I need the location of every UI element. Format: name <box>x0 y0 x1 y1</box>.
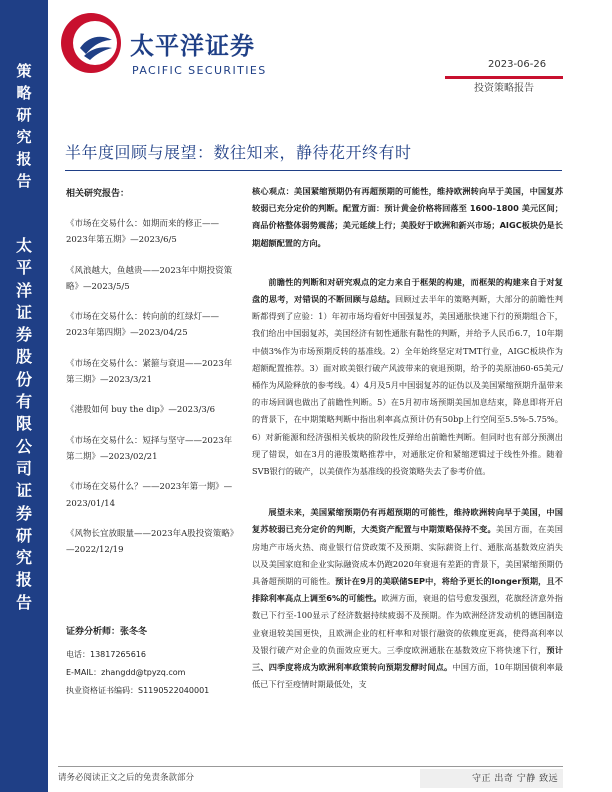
company-logo-icon <box>58 10 124 76</box>
related-report-item[interactable]: 《市场在交易什么：短择与坚守——2023年第二期》—2023/02/21 <box>66 435 233 462</box>
sidebar-company-char: 有 <box>15 392 32 412</box>
sidebar-company-char: 券 <box>15 325 32 345</box>
sidebar-top-char: 策 <box>16 62 32 80</box>
sidebar-top-char: 告 <box>16 172 32 190</box>
sidebar-top-label <box>6 60 42 192</box>
footer-disclaimer: 请务必阅读正文之后的免责条款部分 <box>58 773 195 783</box>
sidebar-company-char: 平 <box>15 258 32 278</box>
related-report-item[interactable]: 《港股如何 buy the dip》—2023/3/6 <box>66 405 216 416</box>
related-reports-heading: 相关研究报告： <box>66 189 130 199</box>
sidebar-top-char: 研 <box>16 106 32 124</box>
related-report-item[interactable]: 《风浪越大，鱼越贵——2023年中期投资策略》—2023/5/5 <box>66 265 233 292</box>
footer-slogan: 守正 出奇 宁静 致远 <box>472 774 559 784</box>
core-view-paragraph <box>252 183 563 252</box>
analyst-info <box>66 625 238 700</box>
review-paragraph <box>252 274 563 480</box>
footer-divider <box>58 766 563 767</box>
header-accent-bar <box>445 76 563 79</box>
report-date: 2023-06-26 <box>488 59 547 70</box>
page-title: 半年度回顾与展望：数往知来，静待花开终有时 <box>65 143 412 162</box>
outlook-paragraph <box>252 504 563 693</box>
analyst-license: 执业资格证书编码：S1190522040001 <box>66 686 210 695</box>
analyst-phone: 电话：13817265616 <box>66 650 146 659</box>
sidebar-company-char: 证 <box>15 481 32 501</box>
outlook-lead: 展望未来，美国紧缩预期仍有再超预期的可能性，维持欧洲转向早于美国，中国复苏较弱已充分定价的判断，大类资产配置与中期策略保持不变。 <box>252 507 563 535</box>
related-report-item[interactable]: 《市场在交易什么：紧箍与衰退——2023年第三期》—2023/3/21 <box>66 358 233 386</box>
related-reports <box>66 186 238 558</box>
core-view-text: 核心观点：美国紧缩预期仍有再超预期的可能性，维持欧洲转向早于美国，中国复苏较弱已充分定价的判断。配置方面：预计黄金价格将回落至 1600-1800 美元区间；商品价格整体弱势震荡；美元延续上行；美股好于欧洲和新兴市场；AIGC板块仍是长期超额配置的方向。 <box>252 186 563 248</box>
related-report-item[interactable]: 《市场在交易什么？——2023年第一期》—2023/01/14 <box>66 482 233 509</box>
related-report-item[interactable]: 《风物长宜放眼量——2023年A股投资策略》—2022/12/19 <box>66 528 235 556</box>
logo-chinese-name: 太平洋证券 <box>130 32 255 60</box>
outlook-us-text: 美国方面，在美国房地产市场火热、商业银行信贷政策不及预期、实际薪资上行、通胀高基数效应消失以及美国家庭和企业实际融资成本仍跑2020年衰退有差距的背景下，美国紧缩预期仍具备超预期的可能性。 <box>252 524 563 587</box>
outlook-europe-forecast: 预计三、四季度将成为欧洲利率政策转向预期发酵时间点。 <box>252 644 563 673</box>
analyst-email[interactable]: E-MAIL：zhangdd@tpyzq.com <box>66 668 186 677</box>
outlook-europe-text: 欧洲方面，衰退的信号愈发强烈，花旗经济意外指数已下行至-100显示了经济数据持续疲弱不及预期。作为欧洲经济发动机的德国制造业衰退较美国更快，且欧洲企业的杠杆率和对银行融资的依赖度更高，使得高利率以及银行破产对企业的负面效应更大。三季度欧洲通胀在基数效应下将快速下行， <box>252 593 563 655</box>
sidebar-top-char: 报 <box>16 150 32 168</box>
review-lead: 前瞻性的判断和对研究观点的定力来自于框架的构建，而框架的构建来自于对复盘的思考，对错误的不断回顾与总结。 <box>252 276 563 305</box>
sidebar-company-char: 公 <box>15 436 32 456</box>
title-divider <box>65 170 562 171</box>
analyst-heading: 证券分析师：张冬冬 <box>66 627 148 637</box>
sidebar-company-char: 券 <box>15 503 32 523</box>
sidebar-company-char: 究 <box>15 548 32 568</box>
report-body <box>252 183 563 693</box>
sidebar-company-char: 司 <box>15 458 32 478</box>
sidebar-company-char: 告 <box>15 592 32 612</box>
sidebar-company-label <box>6 235 42 614</box>
sidebar-company-char: 股 <box>15 347 32 367</box>
sidebar-company-char: 限 <box>15 414 32 434</box>
report-type: 投资策略报告 <box>474 83 534 94</box>
sidebar-company-char: 报 <box>15 570 32 590</box>
logo-english-name: PACIFIC SECURITIES <box>132 64 267 77</box>
sidebar-top-char: 略 <box>16 84 32 102</box>
sidebar-top-char: 究 <box>16 128 32 146</box>
review-text: 回顾过去半年的策略判断，大部分的前瞻性判断都得到了应验：1）年初市场均看好中国强复苏，美国通胀快速下行的预期组合下，我们给出中国弱复苏，美国经济有韧性通胀有黏性的判断，并给予人民币6.7，10年期中债3%作为市场预期反转的基准线。2）全年始终坚定对TMT行业，AIGC板块作为超额配置推荐。3）面对欧美银行破产风波带来的衰退预期，给予的美原油60-65美元/桶作为风险释放的参考线。4）4月及5月中国弱复苏的证伪以及美国紧缩预期升温带来的市场回调也做出了前瞻性判断。5）在5月初市场预期美国加息结束，降息即将开启的背景下，在中期策略判断中指出利率高点预计仍有50bp上行空间至5.5%-5.75%。6）对新能源和经济强相关板块的阶段性反弹给出前瞻性判断。但同时也有部分预测出现了错误，如在3月的港股策略推荐中，对通胀定价和紧缩逻辑过于线性外推。随着SVB银行的破产，以美债作为基准线的投资策略失去了参考价值。 <box>252 294 563 477</box>
outlook-china-text: 中国方面，10年期国债利率最低已下行至疫情时期最低处，支 <box>252 662 563 690</box>
related-report-item[interactable]: 《市场在交易什么：转向前的红绿灯——2023年第四期》—2023/04/25 <box>66 312 220 339</box>
sidebar-company-char: 研 <box>15 525 32 545</box>
outlook-fed-forecast: 预计在9月的美联储SEP中，将给予更长的longer预期，且不排除利率高点上调至6%的可能性。 <box>252 576 563 604</box>
sidebar-company-char: 太 <box>15 236 32 255</box>
sidebar-company-char: 洋 <box>15 280 32 300</box>
related-report-item[interactable]: 《市场在交易什么：如期而来的修正——2023年第五期》—2023/6/5 <box>66 219 220 246</box>
sidebar-company-char: 证 <box>15 302 32 322</box>
sidebar-company-char: 份 <box>15 369 32 389</box>
